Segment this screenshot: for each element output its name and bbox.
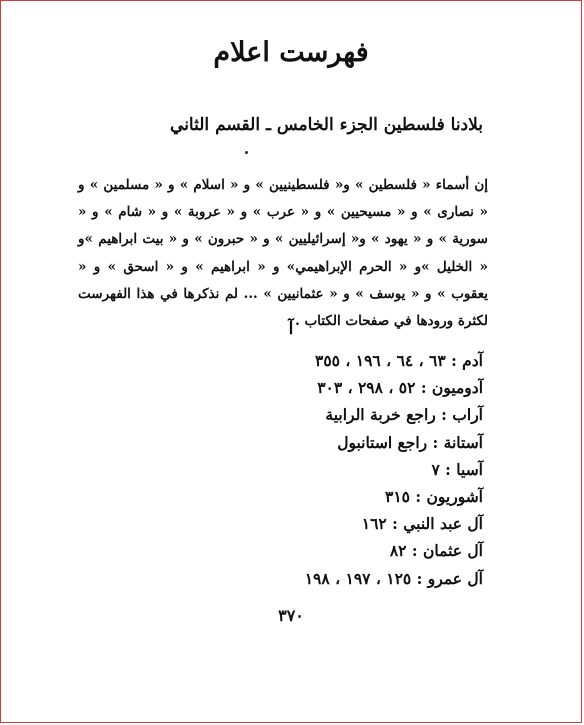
- index-entry: آستانة : راجع استانبول: [337, 432, 483, 452]
- page-number: ٣٧٠: [278, 606, 304, 625]
- page-title: فهرست اعلام: [213, 37, 369, 68]
- book-subtitle: بلادنا فلسطين الجزء الخامس ـ القسم الثاني: [170, 115, 483, 135]
- index-entry: آل عثمان : ٨٢: [389, 541, 483, 561]
- index-entry: آدم : ٦٣ ، ٦٤ ، ١٩٦ ، ٣٥٥: [315, 351, 483, 370]
- index-entry: آسيا : ٧: [431, 459, 483, 479]
- index-entry: آل عمرو : ١٢٥ ، ١٩٧ ، ١٩٨: [304, 568, 483, 588]
- index-entries: [305, 347, 483, 592]
- intro-paragraph: إن أسماء « فلسطين » و« فلسطينيين » و « اسلام » و « مسلمين » و « نصارى » و « مسيحيين » و « عرب » و « عروبة » و « شام » و « سورية » و « يهود » و« إسرائيليين » و « حبرون » و « بيت ابراهيم »و « الخليل »و « الحرم الإبراهيمي» و « ابراهيم » و « اسحق » و « يعقوب » و « يوسف » و « عثمانيين » ... لم نذكرها في هذا الفهرست لكثرة ورودها في صفحات الكتاب .: [78, 177, 488, 330]
- index-entry: آدوميون : ٥٢ ، ٢٩٨ ، ٣٠٣: [317, 378, 483, 398]
- ink-speck: [245, 151, 248, 154]
- index-entry: آراب : راجع خربة الرابية: [325, 405, 483, 425]
- index-entry: آشوريون : ٣١٥: [385, 486, 483, 506]
- index-entry: آل عبد النبي : ١٦٢: [361, 514, 483, 534]
- section-letter: آ: [288, 319, 294, 339]
